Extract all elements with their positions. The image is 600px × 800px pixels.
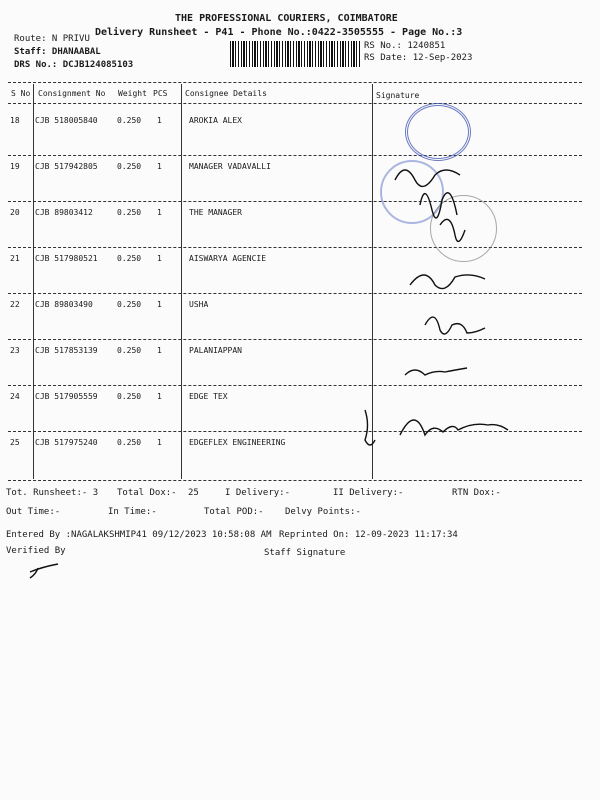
row-consignee: USHA: [189, 300, 209, 309]
ii-delivery: II Delivery:-: [333, 488, 404, 498]
row-weight: 0.250: [117, 116, 142, 125]
row-pcs: 1: [157, 346, 162, 355]
delvy-points: Delvy Points:-: [285, 507, 361, 517]
total-dox-label: Total Dox:-: [117, 488, 177, 498]
rs-number: RS No.: 1240851: [364, 41, 446, 51]
row-consignee: EDGEFLEX ENGINEERING: [189, 438, 286, 447]
row-pcs: 1: [157, 438, 162, 447]
col-header-pcs: PCS: [153, 89, 168, 98]
row-consignee: AROKIA ALEX: [189, 116, 242, 125]
row-sno: 22: [10, 300, 20, 309]
col-header-sno: S No: [11, 89, 31, 98]
row-pcs: 1: [157, 116, 162, 125]
row-sno: 23: [10, 346, 20, 355]
row-consignment-no: CJB 517853139: [35, 346, 98, 355]
row-consignment-no: CJB 89803490: [35, 300, 93, 309]
row-weight: 0.250: [117, 208, 142, 217]
rtn-dox: RTN Dox:-: [452, 488, 501, 498]
rs-date: RS Date: 12-Sep-2023: [364, 53, 473, 63]
col-header-weight: Weight: [118, 89, 147, 98]
row-weight: 0.250: [117, 346, 142, 355]
col-header-signature: Signature: [376, 91, 420, 100]
row-weight: 0.250: [117, 392, 142, 401]
row-sno: 19: [10, 162, 20, 171]
row-pcs: 1: [157, 300, 162, 309]
row-sno: 18: [10, 116, 20, 125]
col-header-consignment: Consignment No: [38, 89, 106, 98]
row-consignment-no: CJB 517975240: [35, 438, 98, 447]
row-consignee: EDGE TEX: [189, 392, 228, 401]
row-weight: 0.250: [117, 300, 142, 309]
row-consignee: PALANIAPPAN: [189, 346, 242, 355]
runsheet-title: Delivery Runsheet - P41 - Phone No.:0422-3505555 - Page No.:3: [95, 27, 463, 38]
row-consignment-no: CJB 517980521: [35, 254, 98, 263]
row-sno: 21: [10, 254, 20, 263]
staff-signature: Staff Signature: [264, 548, 346, 558]
reprinted-on: Reprinted On: 12-09-2023 11:17:34: [279, 530, 458, 540]
row-sno: 24: [10, 392, 20, 401]
drs-number: DRS No.: DCJB124085103: [14, 60, 134, 70]
row-consignee: AISWARYA AGENCIE: [189, 254, 267, 263]
i-delivery: I Delivery:-: [225, 488, 291, 498]
footer-top-rule: [8, 480, 582, 481]
row-consignment-no: CJB 517905559: [35, 392, 98, 401]
entered-by: Entered By :NAGALAKSHMIP41 09/12/2023 10:58:08 AM: [6, 530, 272, 540]
out-time: Out Time:-: [6, 507, 61, 517]
row-pcs: 1: [157, 208, 162, 217]
row-pcs: 1: [157, 254, 162, 263]
col-header-consignee: Consignee Details: [185, 89, 267, 98]
row-weight: 0.250: [117, 438, 142, 447]
row-weight: 0.250: [117, 162, 142, 171]
row-consignment-no: CJB 89803412: [35, 208, 93, 217]
row-consignment-no: CJB 518005840: [35, 116, 98, 125]
total-pod: Total POD:-: [204, 507, 264, 517]
staff-label: Staff: DHANAABAL: [14, 47, 101, 57]
total-dox-value: 25: [188, 488, 199, 498]
tot-runsheet: Tot. Runsheet:- 3: [6, 488, 99, 498]
row-pcs: 1: [157, 392, 162, 401]
row-consignee: MANAGER VADAVALLI: [189, 162, 271, 171]
verified-by: Verified By: [6, 546, 66, 556]
company-name: THE PROFESSIONAL COURIERS, COIMBATORE: [175, 13, 398, 24]
in-time: In Time:-: [108, 507, 157, 517]
row-sno: 25: [10, 438, 20, 447]
row-consignment-no: CJB 517942805: [35, 162, 98, 171]
row-weight: 0.250: [117, 254, 142, 263]
row-pcs: 1: [157, 162, 162, 171]
row-sno: 20: [10, 208, 20, 217]
route-label: Route: N PRIVU: [14, 34, 90, 44]
row-consignee: THE MANAGER: [189, 208, 242, 217]
